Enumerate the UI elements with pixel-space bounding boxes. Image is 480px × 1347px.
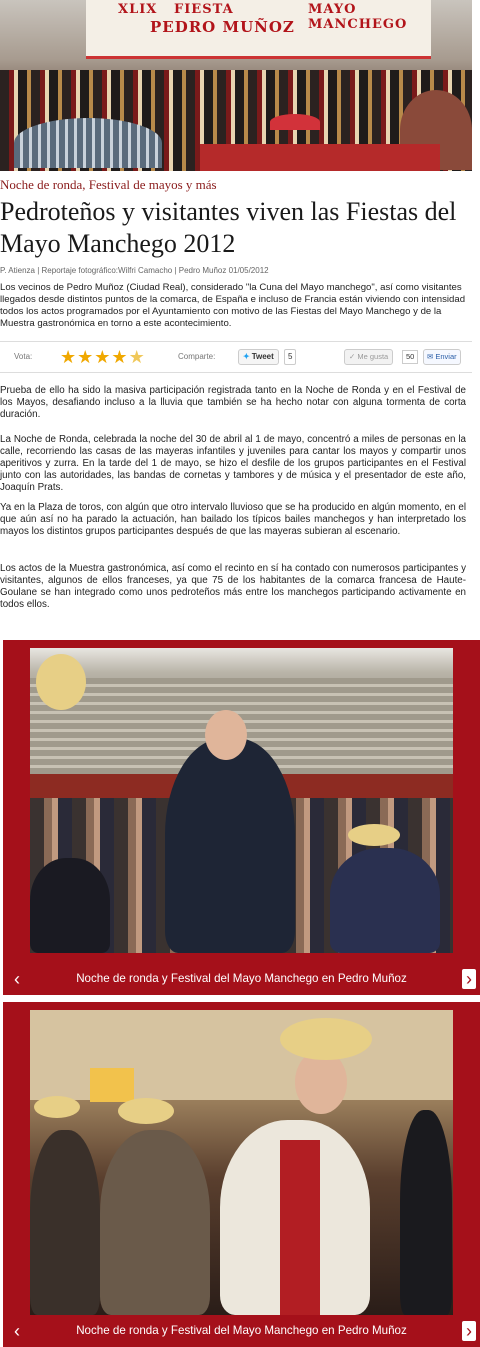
star-icon[interactable]: ★ — [111, 347, 128, 367]
straw-hat-right — [348, 824, 400, 846]
woman-shawl — [100, 1130, 210, 1315]
article-kicker: Noche de ronda, Festival de mayos y más — [0, 177, 217, 192]
share-label: Comparte: — [178, 352, 216, 361]
umbrella-front — [14, 118, 162, 168]
man-jacket — [165, 738, 295, 953]
star-icon[interactable]: ★ — [60, 347, 77, 367]
gallery-caption: Noche de ronda y Festival del Mayo Manchego en Pedro Muñoz — [76, 972, 407, 985]
hero-photo — [0, 0, 472, 171]
tweet-label: Tweet — [251, 352, 274, 361]
rating-stars[interactable] — [60, 346, 145, 368]
festival-banner — [86, 0, 431, 59]
tweet-count: 5 — [284, 349, 296, 365]
photo-gallery-2 — [3, 1002, 480, 1347]
banner-town: PEDRO MUÑOZ — [150, 18, 295, 36]
send-label: Enviar — [435, 352, 457, 361]
man-head — [205, 710, 247, 760]
straw-hat-left — [34, 1096, 80, 1118]
umbrella-red — [270, 114, 320, 130]
person-right — [400, 1110, 452, 1315]
like-button[interactable] — [344, 349, 393, 365]
gallery-photo[interactable] — [30, 648, 453, 953]
paragraph: Prueba de ello ha sido la masiva participación registrada tanto en la Noche de Ronda y en el Festival de los Mayos, desafiando incluso a la lluvia que también se ha hecho notar con alguna tormenta de corta duración. — [0, 385, 466, 420]
banner-title: MAYO MANCHEGO — [308, 2, 408, 32]
article-title: Pedroteños y visitantes viven las Fiestas del Mayo Manchego 2012 — [0, 197, 457, 258]
gallery-next-button[interactable]: › — [462, 1321, 476, 1341]
star-icon[interactable]: ★ — [77, 347, 94, 367]
like-label: Me gusta — [357, 352, 389, 361]
straw-hat-woman — [118, 1098, 174, 1124]
star-icon[interactable]: ★ — [128, 347, 145, 367]
paragraph: Ya en la Plaza de toros, con algún que otro intervalo lluvioso que se ha producido en algún momento, en el que aún así no ha parado la actuación, han bailado los típicos bailes manchegos y han interpretado los mayos los distintos grupos participantes después de que las mayeras subieran al escenario. — [0, 502, 466, 537]
mail-icon: ✉ — [427, 352, 436, 361]
vote-share-bar — [0, 341, 472, 373]
group-left — [30, 1130, 100, 1315]
article-lead: Los vecinos de Pedro Muñoz (Ciudad Real), considerado "la Cuna del Mayo manchego", así como visitantes llegados desde distintos puntos de la comarca, de España e incluso de Francia están viviendo con intensidad todos los actos programados por el Ayuntamiento con motivo de las Fiestas del Mayo Manchego y de la Muestra gastronómica en torno a este acontecimiento. — [0, 282, 466, 329]
gallery-prev-button[interactable]: ‹ — [14, 1321, 20, 1341]
like-icon: ✓ — [349, 352, 358, 361]
stage — [200, 144, 440, 171]
tweet-button[interactable] — [238, 349, 279, 365]
send-button[interactable] — [423, 349, 461, 365]
straw-hat — [280, 1018, 372, 1060]
banner-edition: XLIX — [118, 2, 158, 17]
paragraph: Los actos de la Muestra gastronómica, así como el recinto en sí ha contado con numerosos participantes y visitantes, algunos de ellos franceses, ya que 75 de los habitantes de la comarca francesa de Haute-Goulane se han integrado como unos pedroteños más entre los manchegos participando activamente en todos ellos. — [0, 563, 466, 610]
star-icon[interactable]: ★ — [94, 347, 111, 367]
like-count: 50 — [402, 350, 418, 364]
straw-hat — [36, 654, 86, 710]
street-lamp — [90, 1068, 134, 1102]
article-byline: P. Atienza | Reportaje fotográfico:Wilfri Camacho | Pedro Muñoz 01/05/2012 — [0, 266, 269, 275]
gallery-photo[interactable] — [30, 1010, 453, 1315]
gallery-caption: Noche de ronda y Festival del Mayo Manchego en Pedro Muñoz — [76, 1324, 407, 1337]
gallery-prev-button[interactable]: ‹ — [14, 969, 20, 989]
man-left — [30, 858, 110, 953]
banner-fiesta: FIESTA — [174, 2, 234, 17]
twitter-bird-icon: ✦ — [243, 352, 250, 361]
paragraph: La Noche de Ronda, celebrada la noche del 30 de abril al 1 de mayo, concentró a miles de personas en la calle, recorriendo las casas de las mayeras infantiles y juveniles para cantar los mayos y compartir unos aperitivos y zurra. En la tarde del 1 de mayo, se hizo el desfile de los grupos participantes en el Festival junto con las autoridades, las bandas de cornetas y tambores y de música y el presentador de este año, Joaquín Prats. — [0, 434, 466, 493]
red-shirt — [280, 1140, 320, 1315]
vote-label: Vota: — [14, 352, 33, 361]
gallery-next-button[interactable]: › — [462, 969, 476, 989]
photo-gallery-1 — [3, 640, 480, 995]
man-right — [330, 848, 440, 953]
